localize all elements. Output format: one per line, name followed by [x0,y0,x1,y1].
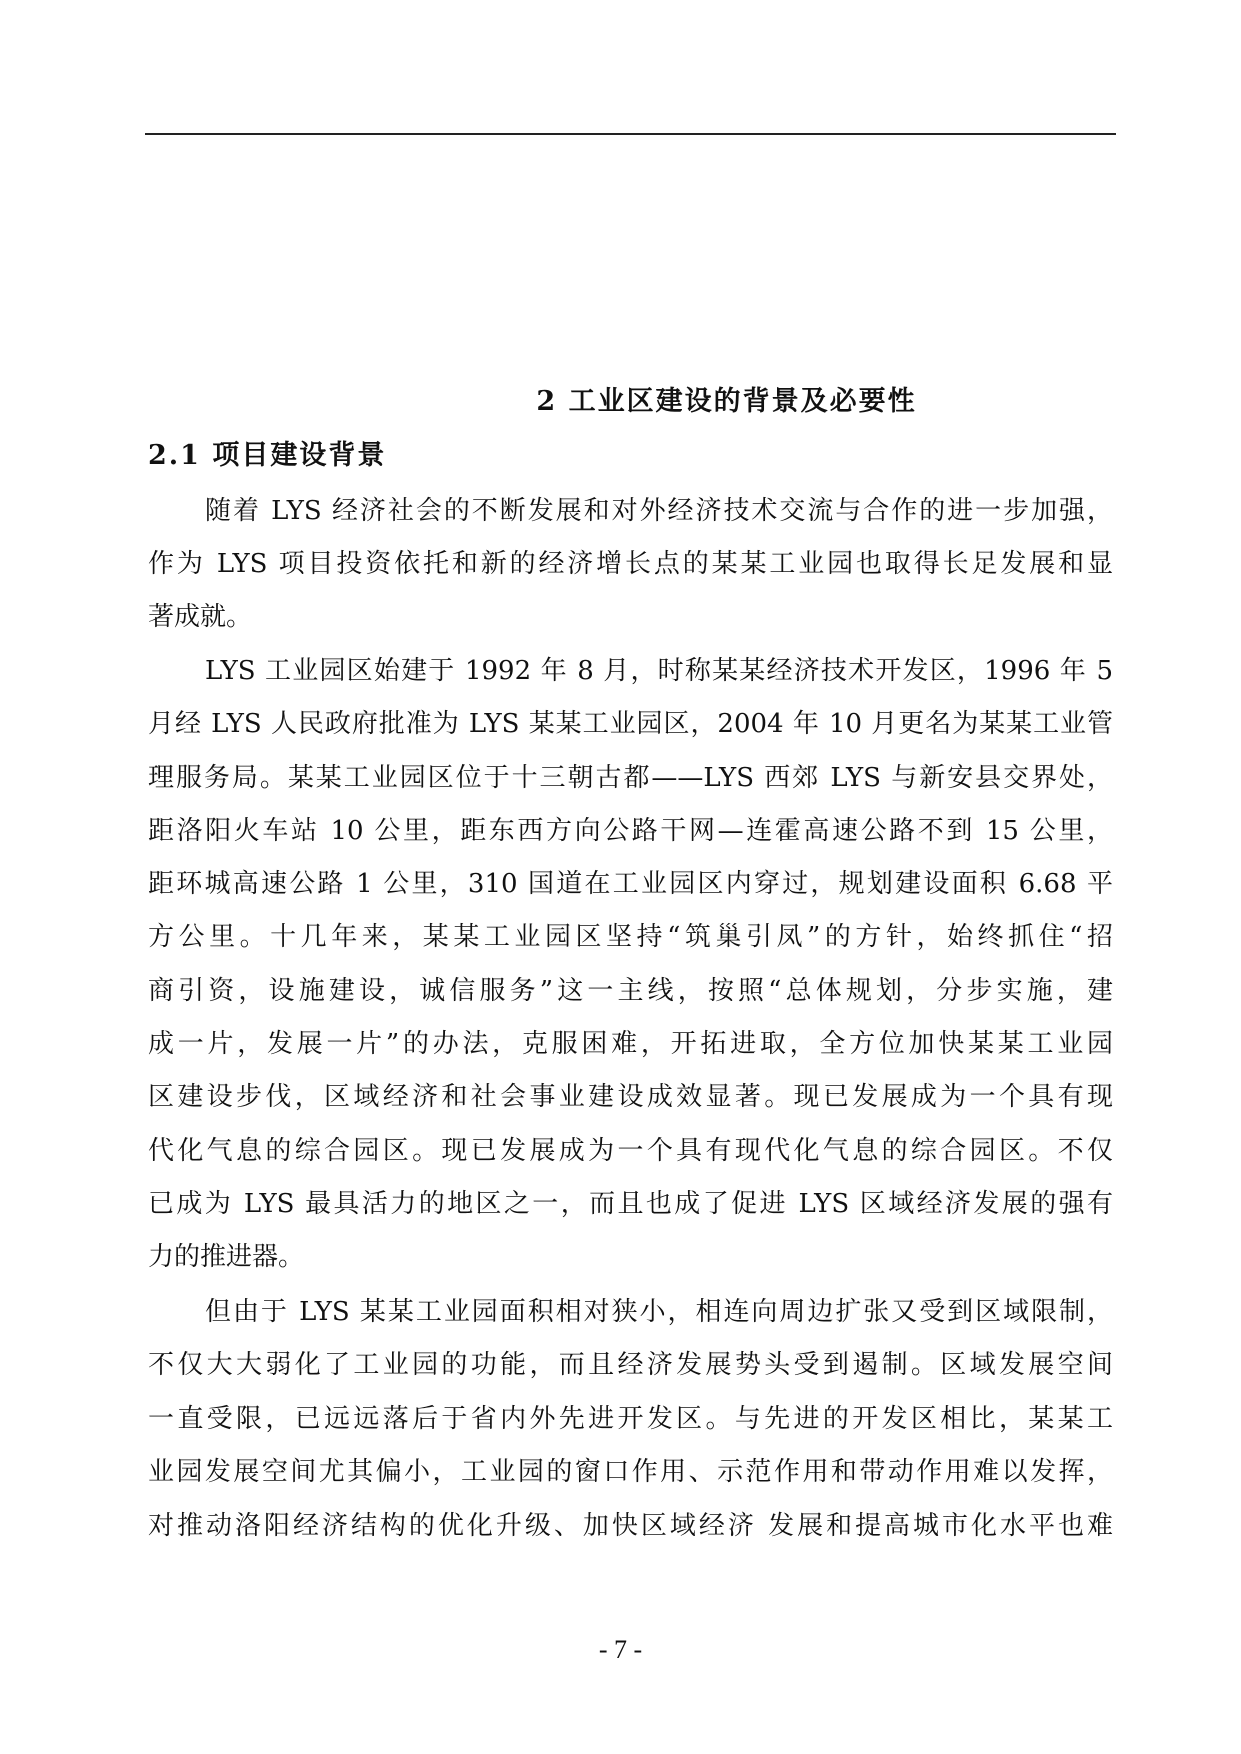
paragraph-line: 成一片，发展一片”的办法，克服困难，开拓进取，全方位加快某某工业园 [148,1029,1113,1059]
page-number: - 7 - [598,1635,643,1664]
paragraph-line: 业园发展空间尤其偏小，工业园的窗口作用、示范作用和带动作用难以发挥， [148,1457,1113,1487]
paragraph-line: 作为 LYS 项目投资依托和新的经济增长点的某某工业园也取得长足发展和显 [148,549,1113,579]
paragraph-line: 方公里。十几年来，某某工业园区坚持“筑巢引凤”的方针，始终抓住“招 [148,922,1113,952]
paragraph-line: 力的推进器。 [148,1242,305,1272]
paragraph-line: 月经 LYS 人民政府批准为 LYS 某某工业园区，2004 年 10 月更名为某某工业管 [148,709,1113,739]
paragraph-line: 距洛阳火车站 10 公里，距东西方向公路干网—连霍高速公路不到 15 公里， [148,816,1113,846]
section-heading: 2.1 项目建设背景 [148,440,387,471]
paragraph-line: 著成就。 [148,602,253,632]
paragraph-line: 商引资，设施建设，诚信服务”这一主线，按照“总体规划，分步实施，建 [148,976,1113,1006]
paragraph-line: 代化气息的综合园区。现已发展成为一个具有现代化气息的综合园区。不仅 [148,1136,1113,1166]
header-rule [145,133,1116,135]
chapter-title: 2 工业区建设的背景及必要性 [536,386,917,417]
paragraph-line: 随着 LYS 经济社会的不断发展和对外经济技术交流与合作的进一步加强， [205,496,1113,526]
paragraph-line: 一直受限，已远远落后于省内外先进开发区。与先进的开发区相比，某某工 [148,1404,1113,1434]
paragraph-line: 已成为 LYS 最具活力的地区之一，而且也成了促进 LYS 区域经济发展的强有 [148,1189,1113,1219]
paragraph-line: 区建设步伐，区域经济和社会事业建设成效显著。现已发展成为一个具有现 [148,1082,1113,1112]
paragraph-line: 理服务局。某某工业园区位于十三朝古都——LYS 西郊 LYS 与新安县交界处， [148,763,1113,793]
paragraph-line: LYS 工业园区始建于 1992 年 8 月，时称某某经济技术开发区，1996 年 5 [205,656,1113,686]
paragraph-line: 不仅大大弱化了工业园的功能，而且经济发展势头受到遏制。区域发展空间 [148,1350,1113,1380]
paragraph-line: 但由于 LYS 某某工业园面积相对狭小，相连向周边扩张又受到区域限制， [205,1297,1113,1327]
paragraph-line: 距环城高速公路 1 公里，310 国道在工业园区内穿过，规划建设面积 6.68 平 [148,869,1113,899]
paragraph-line: 对推动洛阳经济结构的优化升级、加快区域经济 发展和提高城市化水平也难 [148,1511,1113,1541]
